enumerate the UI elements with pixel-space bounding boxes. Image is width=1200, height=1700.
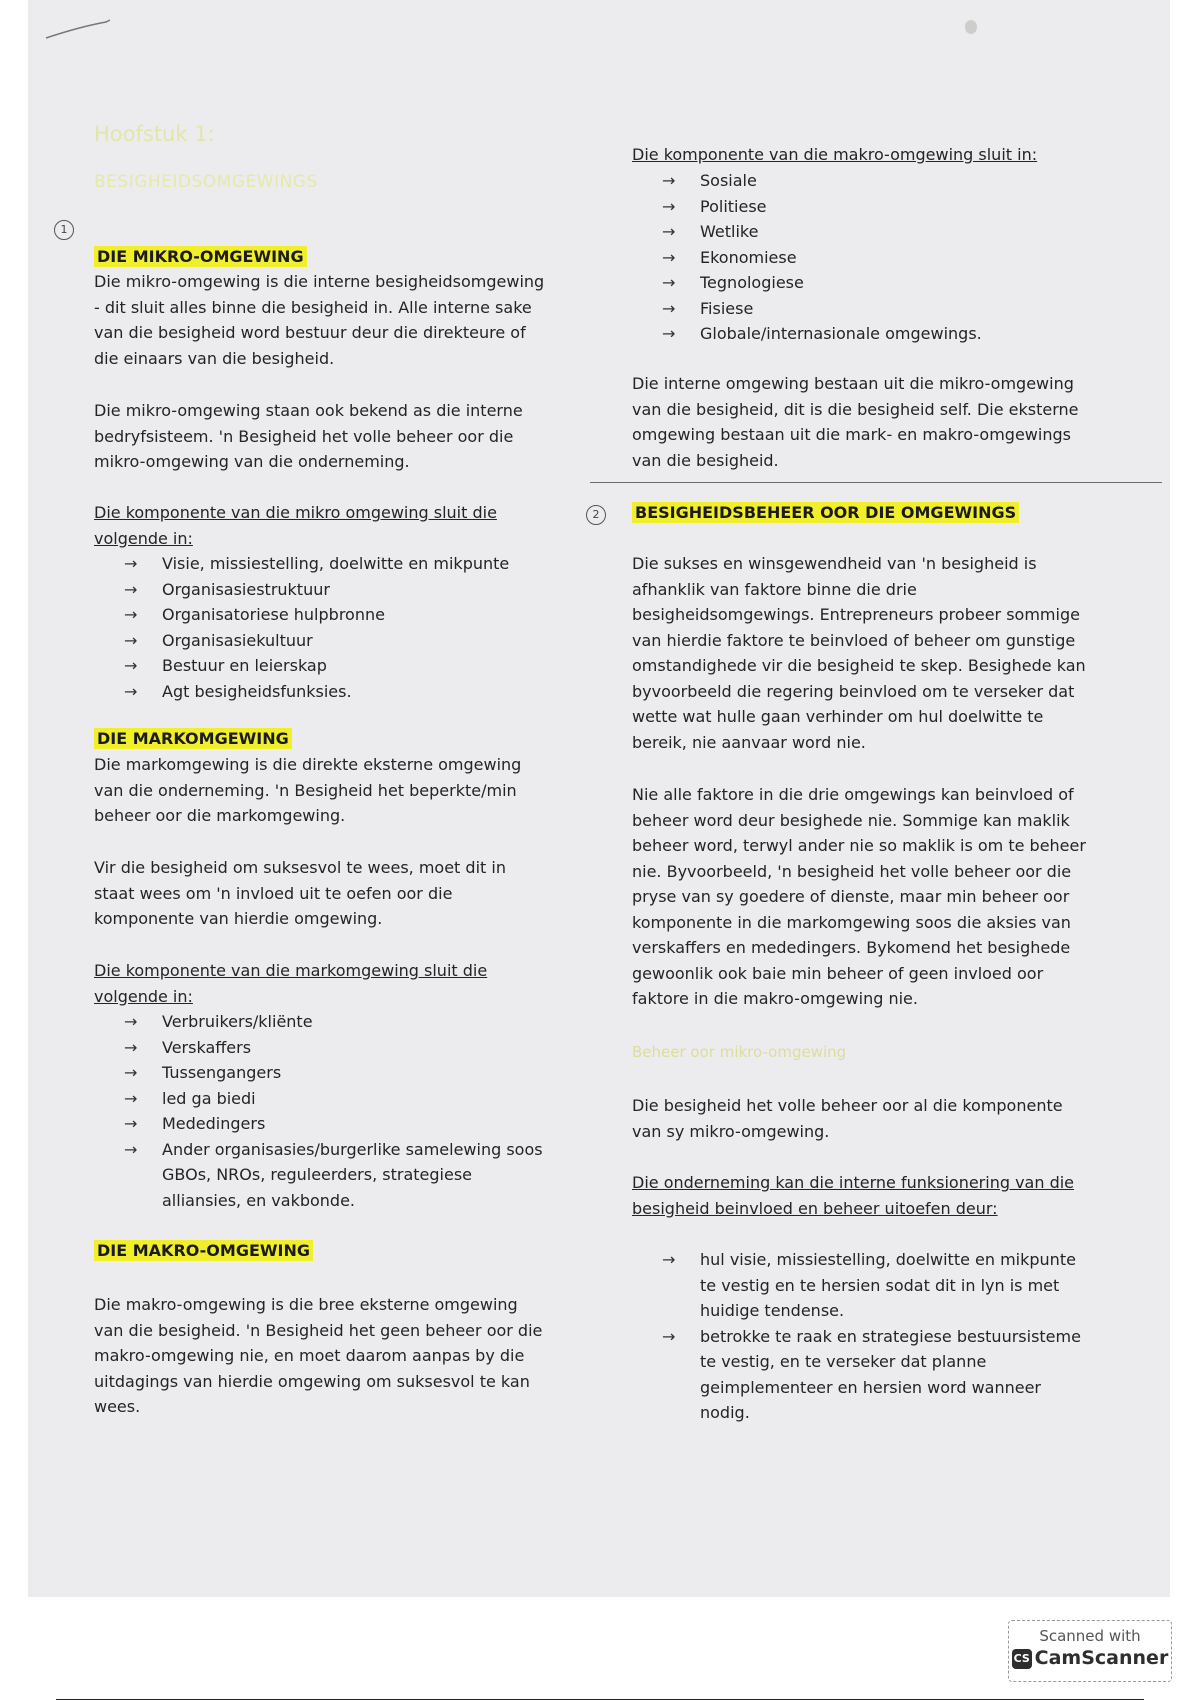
arrow-icon: → <box>662 171 676 190</box>
text-line: staat wees om 'n invloed uit te oefen oor die <box>94 883 453 903</box>
text-line: afhanklik van faktore binne die drie <box>632 579 917 599</box>
arrow-icon: → <box>124 1139 138 1159</box>
arrow-icon: → <box>662 247 676 267</box>
text-line: beheer word deur besighede nie. Sommige kan maklik <box>632 810 1070 830</box>
arrow-icon: → <box>124 1114 138 1133</box>
text-line: pryse van sy goedere of dienste, maar min beheer oor <box>632 887 1070 906</box>
text-line: van die besigheid. <box>632 450 779 470</box>
text-line: van die besigheid, dit is die besigheid self. Die eksterne <box>632 399 1079 419</box>
mark-components-intro <box>94 958 594 1009</box>
arrow-icon: → <box>662 273 676 292</box>
mikro-paragraph-2 <box>94 398 594 475</box>
text-line: Vir die besigheid om suksesvol te wees, moet dit in <box>94 858 506 877</box>
text-line: die einaars van die besigheid. <box>94 348 335 368</box>
chapter-title: Hoofstuk 1: <box>94 122 215 146</box>
list-item: → Ekonomiese <box>632 245 1152 271</box>
arrow-icon: → <box>124 1088 138 1108</box>
arrow-icon: → <box>124 681 138 701</box>
mark-components-list <box>94 1009 614 1213</box>
text-line: Die sukses en winsgewendheid van 'n besigheid is <box>632 554 1037 573</box>
beheer-heading-wrap <box>632 502 1019 523</box>
text-line: beheer oor die markomgewing. <box>94 806 346 825</box>
list-item: → Fisiese <box>632 296 1152 322</box>
text-line: Die besigheid het volle beheer oor al die komponente <box>632 1096 1063 1115</box>
arrow-icon: → <box>124 656 138 675</box>
text-line: byvoorbeeld die regering beinvloed om te verseker dat <box>632 681 1075 701</box>
text-line: nie. Byvoorbeeld, 'n besigheid het volle beheer oor die <box>632 861 1072 881</box>
text-line: makro-omgewing nie, en moet daarom aanpas by die <box>94 1346 525 1365</box>
arrow-icon: → <box>662 1326 676 1346</box>
text-line: uitdagings van hierdie omgewing om suksesvol te kan <box>94 1371 530 1391</box>
section-divider <box>590 482 1162 483</box>
text-line: Die mikro-omgewing is die interne besigheidsomgewing <box>94 272 545 291</box>
section-number-1: 1 <box>54 220 74 240</box>
pen-mark <box>44 18 114 42</box>
arrow-icon: → <box>662 222 676 241</box>
list-item: → Verbruikers/kliënte <box>94 1009 614 1035</box>
list-item: → Ander organisasies/burgerlike samelewing soos <box>94 1137 614 1163</box>
text-line: - dit sluit alles binne die besigheid in. Alle interne sake <box>94 297 532 317</box>
arrow-icon: → <box>662 298 676 318</box>
text-line: verskaffers en mededingers. Bykomend het besighede <box>632 938 1071 957</box>
text-line: van die besigheid word bestuur deur die direkteure of <box>94 323 526 342</box>
text-line: omstandighede vir die besigheid te skep. Besighede kan <box>632 656 1086 675</box>
text-line: bedryfsisteem. 'n Besigheid het volle beheer oor die <box>94 426 514 446</box>
arrow-icon: → <box>662 1250 676 1269</box>
text-line: Die onderneming kan die interne funksionering van die <box>632 1173 1075 1192</box>
list-item: → Organisasiekultuur <box>94 628 594 654</box>
text-line: mikro-omgewing van die onderneming. <box>94 452 410 471</box>
beheer-paragraph-3 <box>632 1093 1152 1144</box>
text-line: beheer word, terwyl ander nie so maklik is om te beheer <box>632 836 1086 855</box>
list-item: → Politiese <box>632 194 1152 220</box>
text-line: komponente van hierdie omgewing. <box>94 909 383 928</box>
list-item-continued: te vestig, en te verseker dat planne <box>700 1352 987 1371</box>
list-item: → Wetlike <box>632 219 1152 245</box>
makro-components-intro <box>632 142 1152 168</box>
arrow-icon: → <box>124 579 138 599</box>
list-item-continued: huidige tendense. <box>700 1301 845 1320</box>
list-item: → Tegnologiese <box>632 270 1152 296</box>
list-item: → led ga biedi <box>94 1086 614 1112</box>
text-line: Nie alle faktore in die drie omgewings kan beinvloed of <box>632 785 1074 804</box>
text-line: besigheid beinvloed en beheer uitoefen deur: <box>632 1198 998 1218</box>
text-line: Die komponente van die markomgewing sluit die <box>94 961 488 980</box>
smudge <box>965 20 977 34</box>
list-item-continued: alliansies, en vakbonde. <box>162 1190 355 1210</box>
list-item: → betrokke te raak en strategiese bestuursisteme <box>632 1324 1162 1350</box>
arrow-icon: → <box>124 1037 138 1057</box>
beheer-items-list <box>632 1247 1162 1426</box>
mark-paragraph-2 <box>94 855 594 932</box>
arrow-icon: → <box>124 1012 138 1031</box>
list-item-continued: GBOs, NROs, reguleerders, strategiese <box>162 1165 472 1184</box>
beheer-paragraph-1 <box>632 551 1152 755</box>
text-line: bereik, nie aanvaar word nie. <box>632 732 866 752</box>
list-item: → Organisatoriese hulpbronne <box>94 602 594 628</box>
stamp-line-2: CamScanner <box>1034 1647 1169 1669</box>
stamp-brand <box>1009 1647 1171 1669</box>
text-line: Die komponente van die mikro omgewing sluit die <box>94 503 497 522</box>
text-line: Die komponente van die makro-omgewing sluit in: <box>632 145 1038 164</box>
beheer-intro <box>632 1170 1162 1221</box>
arrow-icon: → <box>124 1063 138 1082</box>
text-line: besigheidsomgewings. Entrepreneurs probeer sommige <box>632 605 1080 624</box>
text-line: omgewing bestaan uit die mark- en makro-omgewings <box>632 425 1071 444</box>
list-item: → Globale/internasionale omgewings. <box>632 321 1152 347</box>
list-item-continued: nodig. <box>700 1403 750 1422</box>
list-item-continued: te vestig en te hersien sodat dit in lyn is met <box>700 1275 1060 1295</box>
chapter-subtitle: BESIGHEIDSOMGEWINGS <box>94 172 318 192</box>
mark-heading: DIE MARKOMGEWING <box>94 728 292 749</box>
text-line: van hierdie faktore te beinvloed of beheer om gunstige <box>632 630 1076 650</box>
camscanner-stamp <box>1008 1620 1172 1682</box>
list-item-continued: geimplementeer en hersien word wanneer <box>700 1377 1042 1397</box>
text-line: van die onderneming. 'n Besigheid het beperkte/min <box>94 780 517 800</box>
list-item: → Sosiale <box>632 168 1152 194</box>
arrow-icon: → <box>662 324 676 343</box>
text-line: Die makro-omgewing is die bree eksterne omgewing <box>94 1295 518 1314</box>
arrow-icon: → <box>124 630 138 650</box>
text-line: volgende in: <box>94 986 193 1006</box>
text-line: Die mikro-omgewing staan ook bekend as die interne <box>94 401 523 420</box>
mikro-heading-wrap <box>94 246 307 267</box>
list-item: → Tussengangers <box>94 1060 614 1086</box>
list-item: → Organisasiestruktuur <box>94 577 594 603</box>
makro-components-list <box>632 168 1152 347</box>
list-item: → Agt besigheidsfunksies. <box>94 679 594 705</box>
makro-heading-wrap <box>94 1240 313 1261</box>
list-item: → Mededingers <box>94 1111 614 1137</box>
list-item: → Verskaffers <box>94 1035 614 1061</box>
mikro-heading: DIE MIKRO-OMGEWING <box>94 246 307 267</box>
text-line: wette wat hulle gaan verhinder om hul doelwitte te <box>632 707 1044 726</box>
stamp-line-1: Scanned with <box>1039 1627 1141 1645</box>
mikro-components-intro <box>94 500 594 551</box>
text-line: van die besigheid. 'n Besigheid het geen beheer oor die <box>94 1320 543 1340</box>
makro-heading: DIE MAKRO-OMGEWING <box>94 1240 313 1261</box>
text-line: faktore in die makro-omgewing nie. <box>632 989 918 1008</box>
beheer-heading: BESIGHEIDSBEHEER OOR DIE OMGEWINGS <box>632 502 1019 523</box>
text-line: komponente in die markomgewing soos die aksies van <box>632 912 1071 932</box>
faint-subheading: Beheer oor mikro-omgewing <box>632 1043 847 1061</box>
mikro-paragraph-1 <box>94 269 594 371</box>
beheer-paragraph-2 <box>632 782 1162 1012</box>
arrow-icon: → <box>124 554 138 573</box>
text-line: wees. <box>94 1397 141 1416</box>
arrow-icon: → <box>662 196 676 216</box>
list-item: → Bestuur en leierskap <box>94 653 594 679</box>
text-line: gewoonlik ook baie min beheer of geen invloed oor <box>632 963 1044 983</box>
text-line: volgende in: <box>94 528 193 548</box>
section-number-2: 2 <box>586 505 606 525</box>
arrow-icon: → <box>124 605 138 624</box>
environment-summary <box>632 371 1152 473</box>
list-item: → hul visie, missiestelling, doelwitte en mikpunte <box>632 1247 1162 1273</box>
text-line: Die markomgewing is die direkte eksterne omgewing <box>94 755 522 774</box>
list-item: → Visie, missiestelling, doelwitte en mikpunte <box>94 551 594 577</box>
mikro-components-list <box>94 551 594 704</box>
mark-paragraph-1 <box>94 752 594 829</box>
text-line: Die interne omgewing bestaan uit die mikro-omgewing <box>632 374 1074 393</box>
makro-paragraph-1 <box>94 1292 614 1420</box>
text-line: van sy mikro-omgewing. <box>632 1121 830 1141</box>
camscanner-logo-icon: CS <box>1012 1649 1032 1669</box>
mark-heading-wrap <box>94 728 292 749</box>
